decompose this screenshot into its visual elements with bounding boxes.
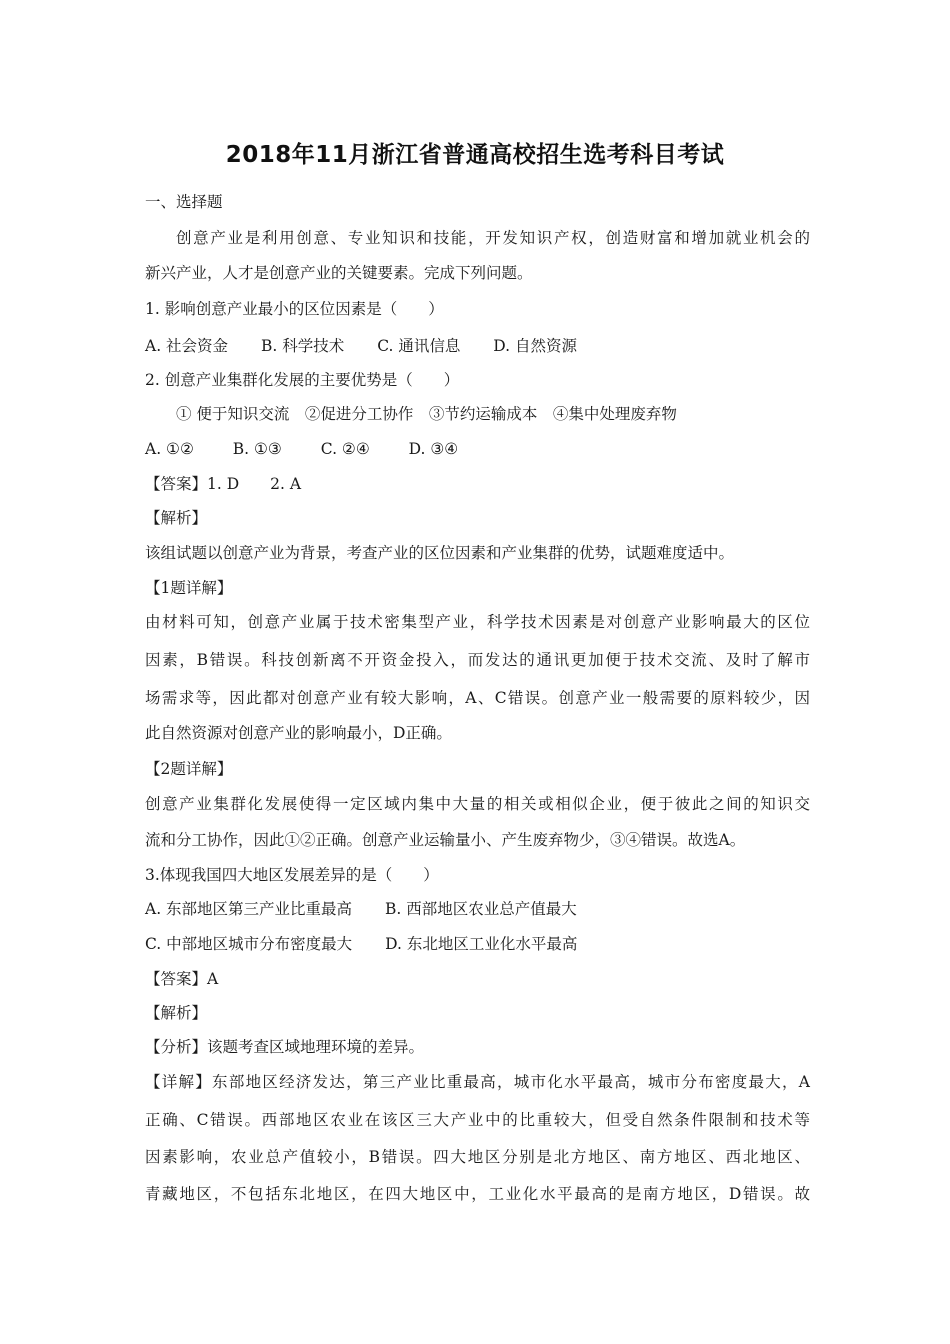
q1-option-c: C. 通讯信息 bbox=[377, 337, 461, 355]
detail-2-line-2: 流和分工协作，因此①②正确。创意产业运输量小、产生废弃物少，③④错误。故选A。 bbox=[145, 831, 746, 849]
analysis-label-3: 【解析】 bbox=[145, 1004, 208, 1022]
detail-2-label: 【2题详解】 bbox=[145, 760, 233, 778]
detail-1-line-1: 由材料可知，创意产业属于技术密集型产业，科学技术因素是对创意产业影响最大的区位 bbox=[145, 613, 810, 631]
question-3-options-row-1 bbox=[145, 899, 810, 919]
q3-option-b: B. 西部地区农业总产值最大 bbox=[385, 900, 577, 918]
analysis-label-1-2: 【解析】 bbox=[145, 509, 208, 527]
answer-1-2: 【答案】1. D 2. A bbox=[145, 475, 302, 493]
detail-1-line-3: 场需求等，因此都对创意产业有较大影响，A、C错误。创意产业一般需要的原料较少，因 bbox=[145, 689, 810, 707]
q1-option-b: B. 科学技术 bbox=[261, 337, 345, 355]
q1-option-d: D. 自然资源 bbox=[493, 337, 578, 355]
q3-option-a: A. 东部地区第三产业比重最高 bbox=[145, 900, 353, 918]
detail-1-label: 【1题详解】 bbox=[145, 579, 233, 597]
question-1-options bbox=[145, 336, 810, 356]
q2-option-a: A. ①② bbox=[145, 440, 194, 458]
q2-option-d: D. ③④ bbox=[408, 440, 459, 458]
detail-3-line-1: 【详解】东部地区经济发达，第三产业比重最高，城市化水平最高，城市分布密度最大，A bbox=[145, 1073, 810, 1091]
q3-option-c: C. 中部地区城市分布密度最大 bbox=[145, 935, 353, 953]
q2-option-c: C. ②④ bbox=[320, 440, 370, 458]
question-2-stem: 2. 创意产业集群化发展的主要优势是（ ） bbox=[145, 371, 460, 389]
answer-3: 【答案】A bbox=[145, 970, 219, 988]
detail-3-line-3: 因素影响，农业总产值较小，B错误。四大地区分别是北方地区、南方地区、西北地区、 bbox=[145, 1148, 810, 1166]
question-1-stem: 1. 影响创意产业最小的区位因素是（ ） bbox=[145, 300, 444, 318]
detail-1-line-4: 此自然资源对创意产业的影响最小，D正确。 bbox=[145, 724, 452, 742]
analysis-text-1-2: 该组试题以创意产业为背景，考查产业的区位因素和产业集群的优势，试题难度适中。 bbox=[145, 544, 735, 562]
intro-line-1: 创意产业是利用创意、专业知识和技能，开发知识产权，创造财富和增加就业机会的 bbox=[176, 229, 810, 247]
detail-3-line-4: 青藏地区，不包括东北地区，在四大地区中，工业化水平最高的是南方地区，D错误。故 bbox=[145, 1185, 810, 1203]
question-2-items: ① 便于知识交流 ②促进分工协作 ③节约运输成本 ④集中处理废弃物 bbox=[176, 405, 677, 423]
intro-line-2: 新兴产业，人才是创意产业的关键要素。完成下列问题。 bbox=[145, 264, 533, 282]
q2-option-b: B. ①③ bbox=[232, 440, 282, 458]
page-title: 2018年11月浙江省普通高校招生选考科目考试 bbox=[225, 142, 725, 168]
question-2-options bbox=[145, 439, 810, 459]
question-3-options-row-2 bbox=[145, 934, 810, 954]
section-heading: 一、选择题 bbox=[145, 193, 223, 211]
q1-option-a: A. 社会资金 bbox=[145, 337, 229, 355]
analysis-text-3: 【分析】该题考查区域地理环境的差异。 bbox=[145, 1038, 425, 1056]
detail-3-line-2: 正确、C错误。西部地区农业在该区三大产业中的比重较大，但受自然条件限制和技术等 bbox=[145, 1111, 810, 1129]
detail-2-line-1: 创意产业集群化发展使得一定区域内集中大量的相关或相似企业，便于彼此之间的知识交 bbox=[145, 795, 810, 813]
question-3-stem: 3.体现我国四大地区发展差异的是（ ） bbox=[145, 866, 439, 884]
detail-1-line-2: 因素，B错误。科技创新离不开资金投入，而发达的通讯更加便于技术交流、及时了解市 bbox=[145, 651, 810, 669]
q3-option-d: D. 东北地区工业化水平最高 bbox=[385, 935, 578, 953]
